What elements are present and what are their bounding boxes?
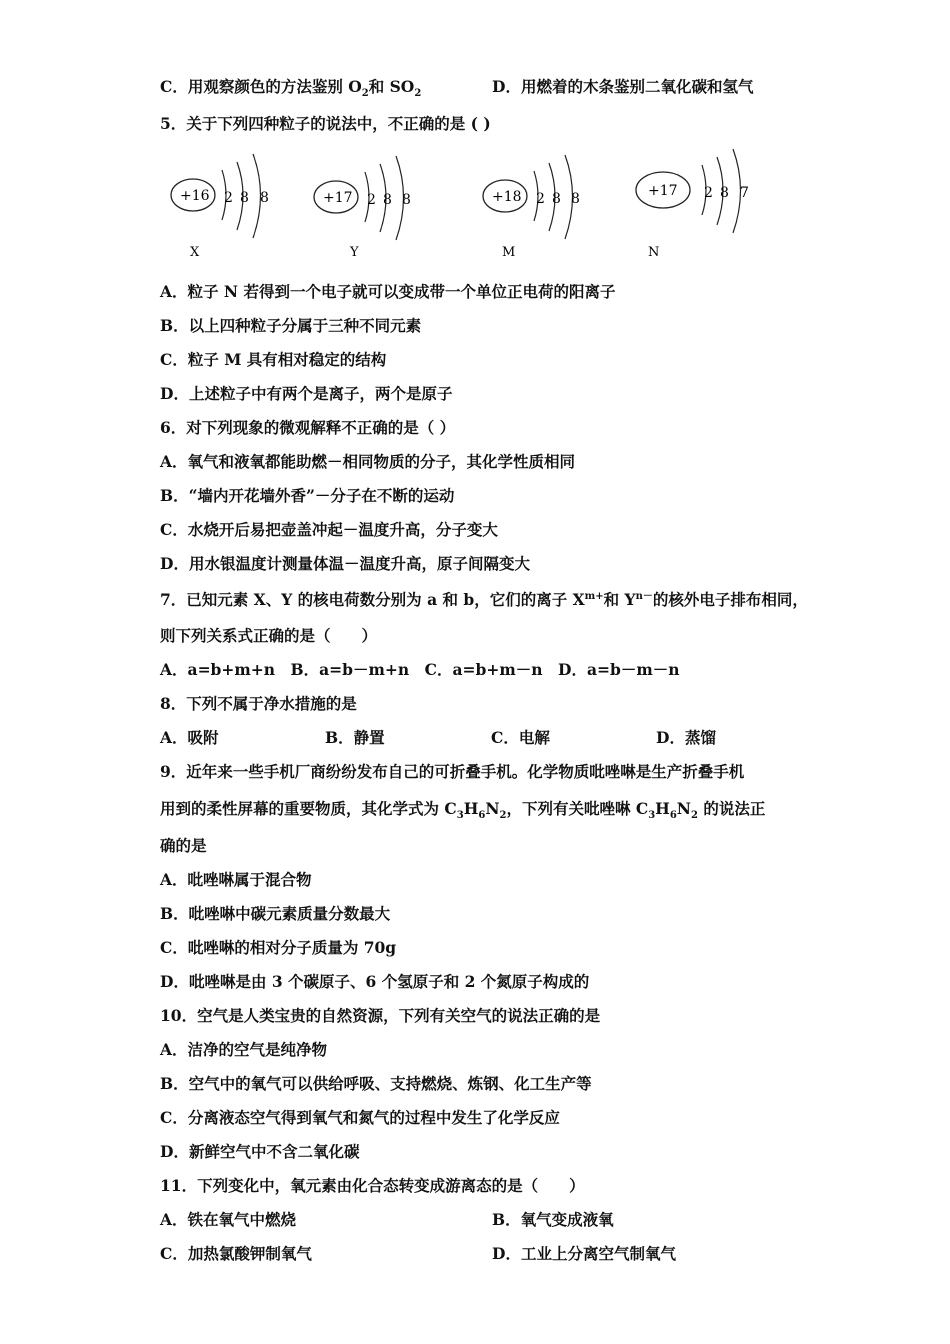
particle-y-nucleus: +17 — [323, 190, 353, 206]
particle-y — [314, 156, 411, 260]
particle-m-label: M — [502, 245, 516, 260]
particle-n-nucleus: +17 — [648, 183, 678, 199]
particle-m — [483, 155, 580, 260]
particle-x-shell-1: 2 — [224, 190, 233, 206]
q11-option-b: B．氧气变成液氧 — [492, 1210, 614, 1229]
q10-option-a: A．洁净的空气是纯净物 — [160, 1040, 328, 1059]
q5-stem: 5．关于下列四种粒子的说法中，不正确的是 ( ) — [160, 114, 491, 133]
q6-stem: 6．对下列现象的微观解释不正确的是（ ） — [160, 418, 456, 437]
particle-x — [171, 154, 269, 260]
particle-x-nucleus: +16 — [180, 188, 210, 204]
q8-option-d: D．蒸馏 — [656, 728, 716, 747]
q11-option-a: A．铁在氧气中燃烧 — [160, 1210, 297, 1229]
q9-option-c: C．吡唑啉的相对分子质量为 70g — [160, 938, 397, 957]
q7-options: A．a=b+m+n B．a=b－m+n C．a=b+m－n D．a=b－m－n — [160, 660, 680, 679]
q4-option-c: C．用观察颜色的方法鉴别 $O_2$和 $SO_2$ — [160, 77, 422, 100]
q6-option-c: C．水烧开后易把壶盖冲起－温度升高，分子变大 — [160, 520, 498, 539]
particle-y-shell-1: 2 — [367, 192, 376, 208]
atomic-structure-diagram — [160, 148, 780, 263]
particle-n-shell-2: 8 — [720, 185, 729, 201]
particle-x-shell-3: 8 — [260, 190, 269, 206]
q9-option-d: D．吡唑啉是由 3 个碳原子、6 个氢原子和 2 个氮原子构成的 — [160, 972, 590, 991]
particle-y-shell-2: 8 — [383, 192, 392, 208]
particle-m-shell-2: 8 — [552, 191, 561, 207]
q8-option-b: B．静置 — [325, 728, 385, 747]
q5-option-b: B．以上四种粒子分属于三种不同元素 — [160, 316, 422, 335]
q8-option-c: C．电解 — [491, 728, 550, 747]
q8-stem: 8．下列不属于净水措施的是 — [160, 694, 357, 713]
q10-stem: 10．空气是人类宝贵的自然资源，下列有关空气的说法正确的是 — [160, 1006, 601, 1025]
q6-option-b: B．“墙内开花墙外香”－分子在不断的运动 — [160, 486, 455, 505]
q5-option-c: C．粒子 M 具有相对稳定的结构 — [160, 350, 387, 369]
q8-option-a: A．吸附 — [160, 728, 219, 747]
particle-m-shell-1: 2 — [536, 191, 545, 207]
particle-n-shell-1: 2 — [704, 185, 713, 201]
q9-option-a: A．吡唑啉属于混合物 — [160, 870, 312, 889]
particle-n-label: N — [648, 245, 660, 260]
q9-option-b: B．吡唑啉中碳元素质量分数最大 — [160, 904, 391, 923]
particle-y-shell-3: 8 — [402, 192, 411, 208]
q5-option-a: A．粒子 N 若得到一个电子就可以变成带一个单位正电荷的阳离子 — [160, 282, 616, 301]
particle-x-shell-2: 8 — [240, 190, 249, 206]
q10-option-c: C．分离液态空气得到氧气和氮气的过程中发生了化学反应 — [160, 1108, 560, 1127]
q11-option-c: C．加热氯酸钾制氧气 — [160, 1244, 312, 1263]
q4-option-d: D．用燃着的木条鉴别二氧化碳和氢气 — [492, 77, 754, 96]
q11-stem: 11．下列变化中，氧元素由化合态转变成游离态的是（ ） — [160, 1176, 585, 1195]
q5-option-d: D．上述粒子中有两个是离子，两个是原子 — [160, 384, 453, 403]
particle-n — [636, 149, 749, 260]
particle-n-shell-3: 7 — [740, 185, 749, 201]
q11-option-d: D．工业上分离空气制氧气 — [492, 1244, 676, 1263]
particle-y-label: Y — [350, 245, 359, 260]
q10-option-b: B．空气中的氧气可以供给呼吸、支持燃烧、炼钢、化工生产等 — [160, 1074, 592, 1093]
q6-option-a: A．氧气和液氧都能助燃－相同物质的分子，其化学性质相同 — [160, 452, 576, 471]
q6-option-d: D．用水银温度计测量体温－温度升高，原子间隔变大 — [160, 554, 530, 573]
q9-stem-line2: 用到的柔性屏幕的重要物质，其化学式为 $C_3H_6N_2$，下列有关吡唑啉 $C_3H_6N_2$ 的说法正 — [160, 799, 766, 822]
q7-stem-line1: 7．已知元素 X、Y 的核电荷数分别为 a 和 b，它们的离子 $X^{m+}$和 $Y^{n-}$的核外电子排布相同， — [160, 590, 808, 609]
particle-m-nucleus: +18 — [492, 189, 522, 205]
q7-stem-line2: 则下列关系式正确的是（ ） — [160, 626, 378, 645]
q9-stem-line1: 9．近年来一些手机厂商纷纷发布自己的可折叠手机。化学物质吡唑啉是生产折叠手机 — [160, 762, 745, 781]
particle-x-label: X — [190, 245, 200, 260]
q10-option-d: D．新鲜空气中不含二氧化碳 — [160, 1142, 360, 1161]
q9-stem-line3: 确的是 — [160, 836, 207, 855]
particle-m-shell-3: 8 — [571, 191, 580, 207]
